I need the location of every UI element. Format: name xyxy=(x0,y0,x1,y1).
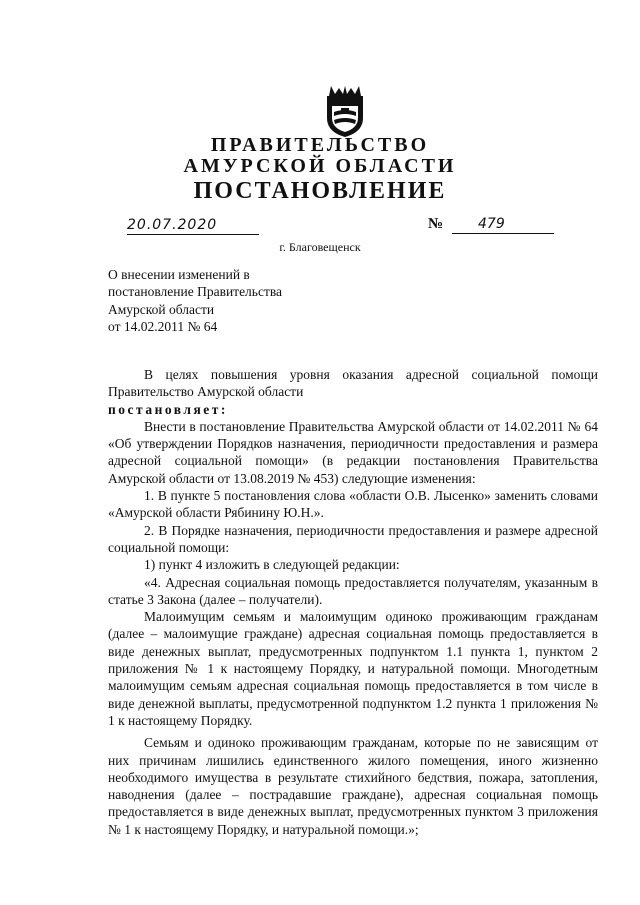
subject-line: О внесении изменений в xyxy=(108,267,250,282)
date-underline xyxy=(127,234,259,235)
item-2-paragraph: 2. В Порядке назначения, периодичности предоставления и размере адресной социальной помощи: xyxy=(108,522,598,555)
document-subject xyxy=(108,266,282,335)
government-title-line2: АМУРСКОЙ ОБЛАСТИ xyxy=(183,155,457,177)
document-date: 20.07.2020 xyxy=(127,217,218,233)
document-type-title: ПОСТАНОВЛЕНИЕ xyxy=(193,178,447,204)
number-label: № xyxy=(428,216,444,232)
disaster-victims-paragraph: Семьям и одиноко проживающим гражданам, которые по не зависящим от них причинам лишились единственного жилого помещения, иного жизненно необходимого имущества в результате стихийного бедствия, пожара, затопления, наводнения (далее – пострадавшие граждане), адресная социальная помощь предоставляется в виде денежных выплат, предусмотренных пунктом 3 приложения № 1 к настоящему Порядку, и натуральной помощи.»; xyxy=(108,735,598,837)
resolves-keyword: постановляет: xyxy=(108,401,228,417)
subitem-1-paragraph: 1) пункт 4 изложить в следующей редакции: xyxy=(144,557,400,573)
document-body xyxy=(108,366,598,838)
item-1-paragraph: 1. В пункте 5 постановления слова «области О.В. Лысенко» заменить словами «Амурской области Рябинину Ю.Н.». xyxy=(108,488,598,521)
amendment-paragraph: Внести в постановление Правительства Амурской области от 14.02.2011 № 64 «Об утверждении Порядков назначения, периодичности предоставления и размера адресной социальной помощи» (в редакции постановления Правительства Амурской области от 13.08.2019 № 453) следующие изменения: xyxy=(108,418,598,486)
city-line: г. Благовещенск xyxy=(279,240,361,254)
government-title-line1: ПРАВИТЕЛЬСТВО xyxy=(210,134,430,156)
subject-line: Амурской области xyxy=(108,301,215,317)
document-number: 479 xyxy=(478,216,505,232)
low-income-paragraph: Малоимущим семьям и малоимущим одиноко проживающим гражданам (далее – малоимущие граждане) адресная социальная помощь предоставляется в виде денежных выплат, предусмотренных подпунктом 1.1 пункта 1, пунктом 2 приложения № 1 к настоящему Порядку, и натуральной помощи. Многодетным малоимущим семьям адресная социальная помощь предоставляется в том числе в виде денежной выплаты, предусмотренной подпунктом 1.2 пункта 1 приложения № 1 к настоящему Порядку. xyxy=(108,609,598,728)
preamble-paragraph: В целях повышения уровня оказания адресной социальной помощи Правительство Амурской области xyxy=(108,367,598,400)
subject-line: от 14.02.2011 № 64 xyxy=(108,318,218,334)
subject-line: постановление Правительства xyxy=(108,284,283,300)
coat-of-arms-icon xyxy=(321,82,369,138)
number-underline xyxy=(452,233,554,234)
clause-4-paragraph: «4. Адресная социальная помощь предоставляется получателям, указанным в статье 3 Закона (далее – получатели). xyxy=(108,574,598,607)
